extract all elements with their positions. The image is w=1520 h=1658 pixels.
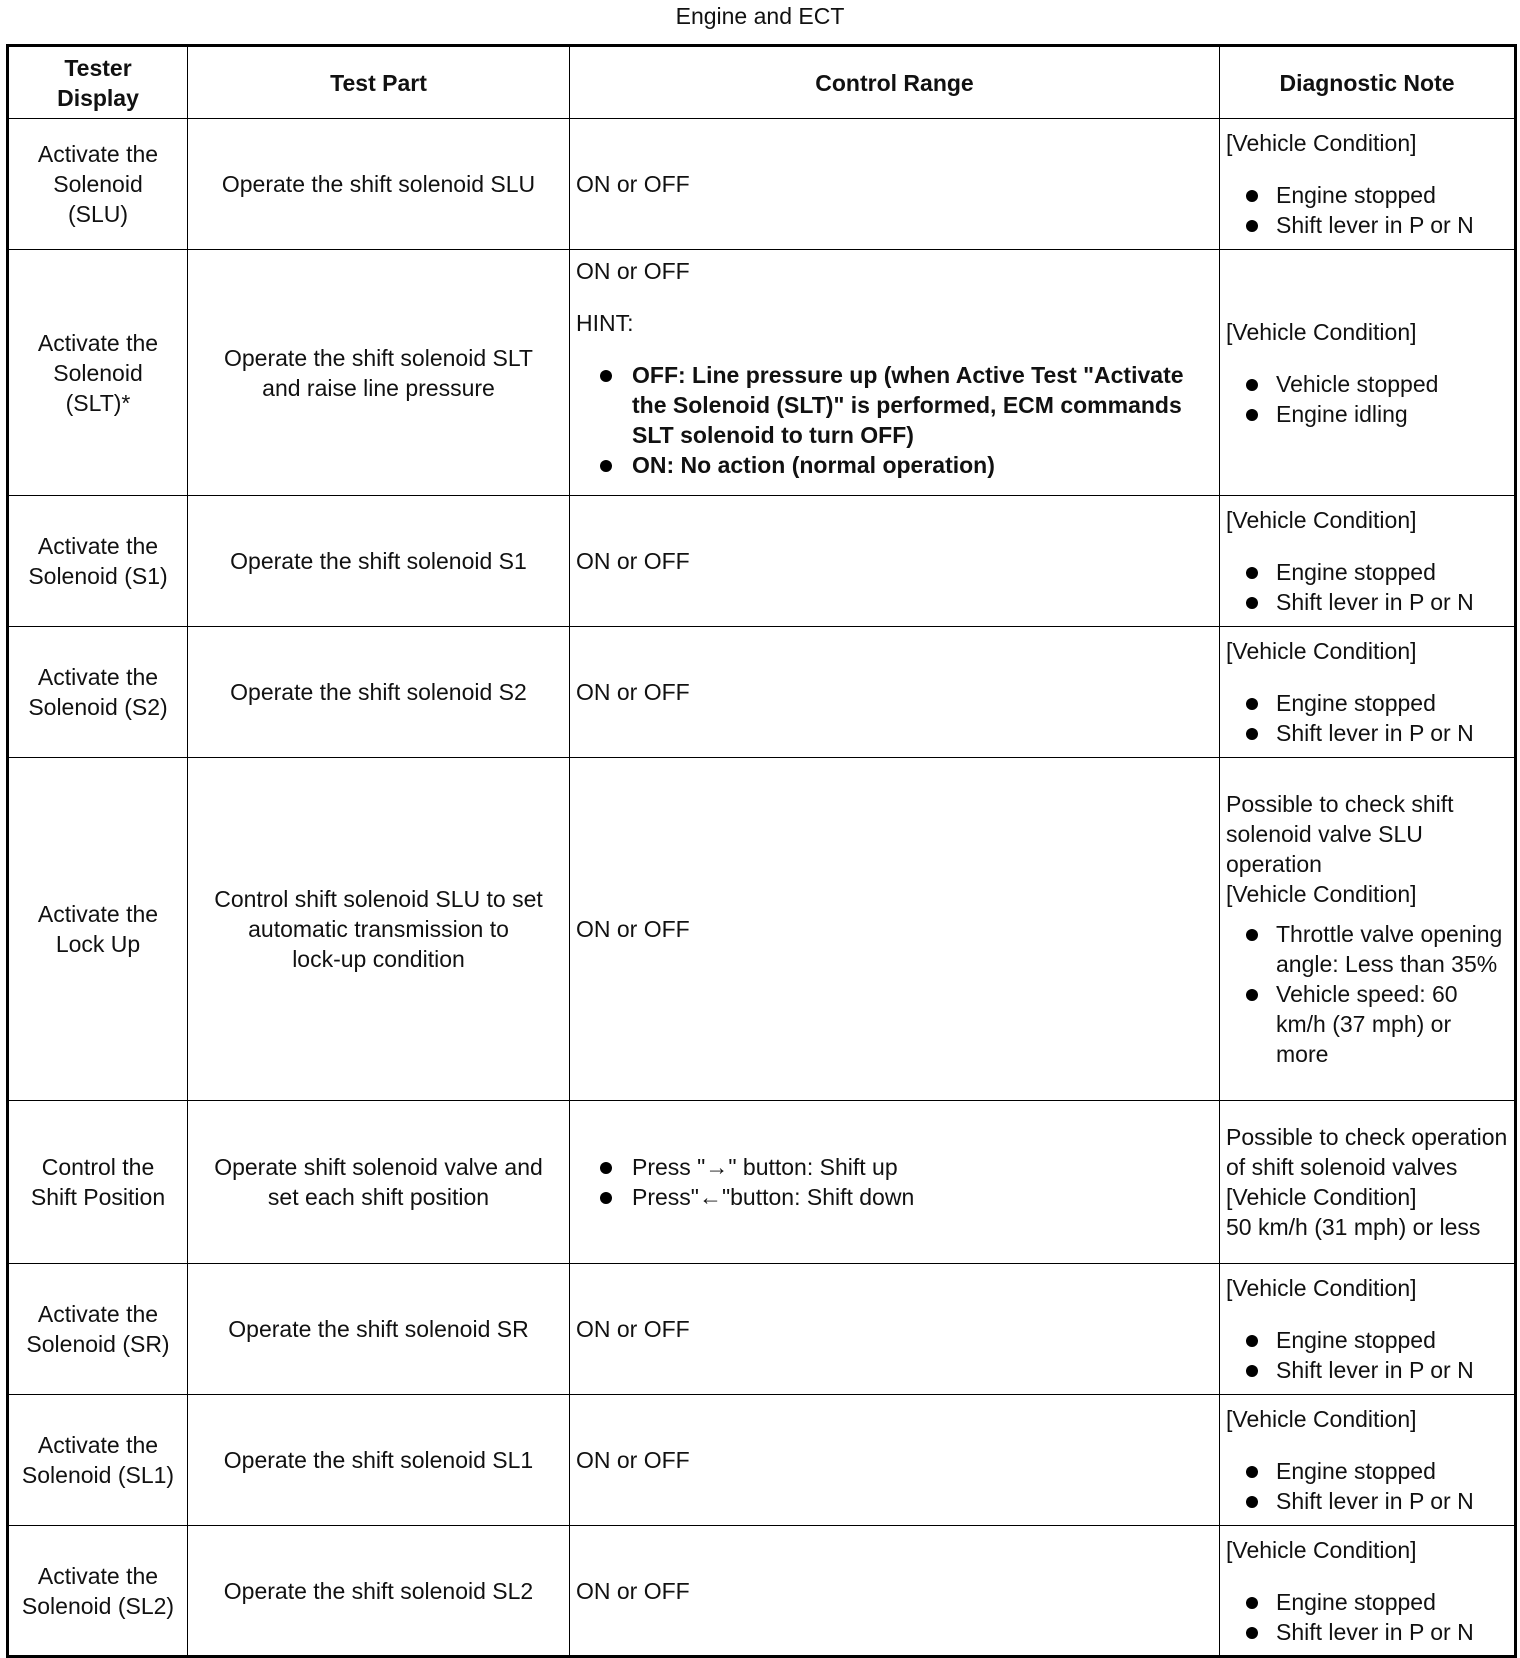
list-item: Engine stopped (1226, 1587, 1508, 1617)
note-bullet-list (1226, 1456, 1508, 1516)
tester-display-cell (8, 119, 188, 250)
control-range-cell (570, 496, 1220, 627)
list-item: Shift lever in P or N (1226, 210, 1508, 240)
tester-display-line: Activate the (37, 664, 159, 690)
tester-display-cell (8, 250, 188, 496)
tester-display-line: Solenoid (SR) (26, 1331, 170, 1357)
list-item: Engine stopped (1226, 1456, 1508, 1486)
test-part-cell (188, 758, 570, 1101)
note-line: Possible to check shift solenoid valve SLU operation (1226, 791, 1454, 877)
diagnostic-note-cell (1220, 1101, 1516, 1264)
tester-display-cell (8, 758, 188, 1101)
tester-display-line: Activate the (37, 1432, 159, 1458)
tester-display-line: Activate the (37, 1301, 159, 1327)
table-row (8, 250, 1516, 496)
test-part-line: Control shift solenoid SLU to set (214, 886, 543, 912)
tester-display-cell (8, 1101, 188, 1264)
test-part-line: Operate the shift solenoid SLU (221, 171, 536, 197)
tester-display-line: Solenoid (53, 171, 143, 197)
test-part-line: Operate the shift solenoid SLT (224, 344, 533, 371)
document-title: Engine and ECT (675, 3, 845, 29)
table-row (8, 1264, 1516, 1395)
note-line: [Vehicle Condition] (1226, 1406, 1417, 1432)
control-range-text: ON or OFF (576, 1316, 690, 1342)
diagnostic-note-cell (1220, 119, 1516, 250)
control-range-cell (570, 758, 1220, 1101)
tester-display-cell (8, 1264, 188, 1395)
diagnostic-note-cell (1220, 627, 1516, 758)
control-range-cell (570, 1101, 1220, 1264)
control-range-bullet-list (576, 1152, 1213, 1212)
list-item: Engine stopped (1226, 557, 1508, 587)
tester-display-line: Solenoid (S2) (28, 694, 168, 720)
tester-display-line: Solenoid (SL1) (21, 1462, 175, 1488)
test-part-cell (188, 1264, 570, 1395)
table-row (8, 119, 1516, 250)
tester-display-line: Shift Position (30, 1184, 166, 1210)
tester-display-line: (SLU) (67, 201, 129, 227)
control-range-text: ON or OFF (576, 171, 690, 197)
note-line: 50 km/h (31 mph) or less (1226, 1214, 1481, 1240)
note-line: [Vehicle Condition] (1226, 1184, 1417, 1210)
test-part-line: lock-up condition (292, 946, 465, 972)
table-row (8, 496, 1516, 627)
note-bullet-list (1226, 180, 1508, 240)
test-part-cell (188, 119, 570, 250)
list-item: OFF: Line pressure up (when Active Test "Activate the Solenoid (SLT)" is performed, ECM commands SLT solenoid to turn OFF) (576, 360, 1213, 450)
note-line: Possible to check operation of shift solenoid valves (1226, 1124, 1508, 1180)
list-item: Engine stopped (1226, 1325, 1508, 1355)
test-part-cell (188, 627, 570, 758)
list-item: Shift lever in P or N (1226, 1355, 1508, 1385)
diagnostic-note-cell (1220, 1395, 1516, 1526)
tester-display-line: Lock Up (55, 931, 141, 957)
tester-display-line: Solenoid (53, 359, 143, 386)
diagnostic-note-cell (1220, 1264, 1516, 1395)
list-item: Vehicle stopped (1226, 369, 1508, 399)
table-row (8, 758, 1516, 1101)
tester-display-line: Activate the (37, 141, 159, 167)
list-item: Press "→" button: Shift up (576, 1152, 1213, 1182)
table-row (8, 1101, 1516, 1264)
hint-bullet-list (576, 360, 1213, 480)
test-part-line: and raise line pressure (262, 374, 495, 401)
test-part-line: Operate the shift solenoid SL1 (223, 1447, 534, 1473)
note-line: [Vehicle Condition] (1226, 881, 1417, 907)
note-bullet-list (1226, 919, 1508, 1069)
note-line: [Vehicle Condition] (1226, 130, 1417, 156)
list-item: Shift lever in P or N (1226, 1617, 1508, 1647)
test-part-cell (188, 1101, 570, 1264)
tester-display-line: (SLT)* (65, 389, 131, 416)
note-bullet-list (1226, 1325, 1508, 1385)
control-range-text: ON or OFF (576, 1447, 690, 1473)
diagnostic-note-cell (1220, 496, 1516, 627)
control-range-cell (570, 119, 1220, 250)
table-row (8, 1395, 1516, 1526)
tester-display-line: Control the (41, 1154, 155, 1180)
tester-display-cell (8, 1526, 188, 1657)
test-part-line: Operate the shift solenoid S2 (230, 679, 527, 705)
table-row (8, 1526, 1516, 1657)
test-part-line: Operate the shift solenoid SL2 (223, 1577, 534, 1604)
list-item: Shift lever in P or N (1226, 718, 1508, 748)
control-range-text: ON or OFF (576, 679, 690, 705)
list-item: Engine stopped (1226, 180, 1508, 210)
tester-display-line: Activate the (37, 901, 159, 927)
tester-display-cell (8, 627, 188, 758)
tester-display-line: Solenoid (SL2) (21, 1592, 175, 1619)
note-bullet-list (1226, 1587, 1508, 1647)
test-part-cell (188, 250, 570, 496)
active-test-table (6, 44, 1517, 1658)
control-range-cell (570, 627, 1220, 758)
control-range-cell (570, 1395, 1220, 1526)
header-test-part: Test Part (188, 46, 570, 119)
table-header-row (8, 46, 1516, 119)
list-item: Vehicle speed: 60 km/h (37 mph) or more (1226, 979, 1508, 1069)
note-bullet-list (1226, 557, 1508, 617)
control-range-text: ON or OFF (576, 258, 690, 284)
test-part-line: set each shift position (267, 1184, 490, 1210)
header-control-range: Control Range (570, 46, 1220, 119)
note-bullet-list (1226, 688, 1508, 748)
tester-display-line: Solenoid (S1) (28, 563, 168, 589)
control-range-cell (570, 1264, 1220, 1395)
tester-display-line: Activate the (37, 533, 159, 559)
test-part-cell (188, 1395, 570, 1526)
diagnostic-note-cell (1220, 758, 1516, 1101)
list-item: Throttle valve opening angle: Less than 35% (1226, 919, 1508, 979)
control-range-text: ON or OFF (576, 1577, 690, 1604)
control-range-text: ON or OFF (576, 548, 690, 574)
note-line: [Vehicle Condition] (1226, 1275, 1417, 1301)
header-diagnostic-note: Diagnostic Note (1220, 46, 1516, 119)
table-row (8, 627, 1516, 758)
note-line: [Vehicle Condition] (1226, 638, 1417, 664)
note-line: [Vehicle Condition] (1226, 1536, 1417, 1563)
control-range-cell (570, 250, 1220, 496)
control-range-cell (570, 1526, 1220, 1657)
note-bullet-list (1226, 369, 1508, 429)
hint-label: HINT: (576, 310, 634, 336)
list-item: Engine stopped (1226, 688, 1508, 718)
test-part-line: automatic transmission to (248, 916, 509, 942)
diagnostic-note-cell (1220, 250, 1516, 496)
diagnostic-note-cell (1220, 1526, 1516, 1657)
list-item: Press"←"button: Shift down (576, 1182, 1213, 1212)
tester-display-cell (8, 1395, 188, 1526)
tester-display-cell (8, 496, 188, 627)
control-range-text: ON or OFF (576, 916, 690, 942)
tester-display-line: Activate the (37, 1562, 159, 1589)
tester-display-line: Activate the (37, 329, 159, 356)
list-item: Shift lever in P or N (1226, 1486, 1508, 1516)
header-tester-display: Tester Display (8, 46, 188, 119)
list-item: Shift lever in P or N (1226, 587, 1508, 617)
list-item: Engine idling (1226, 399, 1508, 429)
test-part-line: Operate the shift solenoid SR (228, 1316, 529, 1342)
list-item: ON: No action (normal operation) (576, 450, 1213, 480)
test-part-cell (188, 496, 570, 627)
test-part-line: Operate the shift solenoid S1 (230, 548, 527, 574)
note-line: [Vehicle Condition] (1226, 318, 1417, 345)
test-part-line: Operate shift solenoid valve and (214, 1154, 543, 1180)
test-part-cell (188, 1526, 570, 1657)
note-line: [Vehicle Condition] (1226, 507, 1417, 533)
